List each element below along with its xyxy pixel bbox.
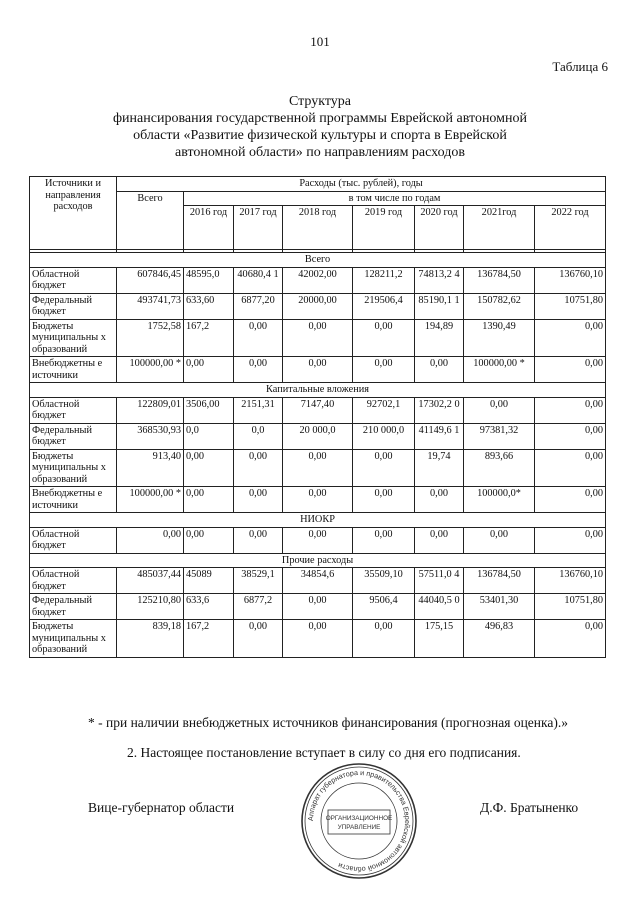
- page-number: 101: [310, 34, 330, 49]
- row-source-label: Бюджеты муниципальны х образований: [30, 449, 117, 487]
- header-year: 2016 год: [184, 206, 234, 250]
- row-source-label: Бюджеты муниципальны х образований: [30, 620, 117, 658]
- row-source-label: Областной бюджет: [30, 397, 117, 423]
- header-source-column: Источники и направления расходов: [30, 177, 117, 250]
- row-source-label: Федеральный бюджет: [30, 594, 117, 620]
- table-cell: 97381,32: [464, 423, 535, 449]
- table-cell: 100000,0*: [464, 487, 535, 513]
- table-cell: 17302,2 0: [415, 397, 464, 423]
- table-row: [30, 319, 606, 357]
- table-cell: 0,00: [353, 357, 415, 383]
- table-cell: 74813,2 4: [415, 267, 464, 293]
- section-header-row: [30, 383, 606, 398]
- table-cell: 913,40: [117, 449, 184, 487]
- title-line: Структура: [288, 94, 352, 109]
- table-cell: 34854,6: [283, 568, 353, 594]
- footnote: * - при наличии внебюджетных источников финансирования (прогнозная оценка).»: [88, 715, 568, 730]
- table-cell: 0,0: [184, 423, 234, 449]
- header-expenses-group: Расходы (тыс. рублей), годы: [117, 177, 606, 192]
- seal-center-text-line: УПРАВЛЕНИЕ: [337, 824, 381, 831]
- row-source-label: Внебюджетны е источники: [30, 487, 117, 513]
- table-cell: 85190,1 1: [415, 293, 464, 319]
- table-row: [30, 620, 606, 658]
- table-cell: 0,00: [415, 527, 464, 553]
- table-cell: 0,00: [184, 527, 234, 553]
- table-cell: 0,00: [535, 397, 606, 423]
- table-cell: 0,00: [353, 487, 415, 513]
- table-cell: 136784,50: [464, 568, 535, 594]
- table-cell: 57511,0 4: [415, 568, 464, 594]
- effective-clause: 2. Настоящее постановление вступает в силу со дня его подписания.: [127, 745, 521, 760]
- table-cell: 136760,10: [535, 267, 606, 293]
- row-source-label: Областной бюджет: [30, 527, 117, 553]
- table-cell: 122809,01: [117, 397, 184, 423]
- table-cell: 35509,10: [353, 568, 415, 594]
- table-cell: 40680,4 1: [234, 267, 283, 293]
- table-cell: 2151,31: [234, 397, 283, 423]
- table-cell: 0,00: [234, 449, 283, 487]
- table-cell: 1752,58: [117, 319, 184, 357]
- section-title: Капитальные вложения: [30, 383, 606, 398]
- table-cell: 493741,73: [117, 293, 184, 319]
- table-cell: 0,00: [464, 397, 535, 423]
- table-cell: 368530,93: [117, 423, 184, 449]
- table-cell: 839,18: [117, 620, 184, 658]
- table-cell: 38529,1: [234, 568, 283, 594]
- official-seal: [300, 762, 418, 880]
- table-cell: 125210,80: [117, 594, 184, 620]
- section-title: Всего: [30, 253, 606, 268]
- row-source-label: Внебюджетны е источники: [30, 357, 117, 383]
- table-cell: 19,74: [415, 449, 464, 487]
- section-header-row: [30, 513, 606, 528]
- table-cell: 167,2: [184, 319, 234, 357]
- financing-table: [29, 176, 606, 658]
- table-cell: 0,00: [283, 449, 353, 487]
- table-cell: 0,00: [535, 357, 606, 383]
- row-source-label: Федеральный бюджет: [30, 293, 117, 319]
- table-cell: 0,00: [283, 487, 353, 513]
- title-line: области «Развитие физической культуры и спорта в Еврейской: [133, 128, 507, 143]
- row-source-label: Областной бюджет: [30, 267, 117, 293]
- table-cell: 136784,50: [464, 267, 535, 293]
- table-row: [30, 487, 606, 513]
- table-cell: 136760,10: [535, 568, 606, 594]
- table-cell: 633,60: [184, 293, 234, 319]
- table-cell: 100000,00 *: [117, 487, 184, 513]
- table-cell: 45089: [184, 568, 234, 594]
- table-cell: 0,00: [535, 319, 606, 357]
- header-year: 2022 год: [535, 206, 606, 250]
- table-row: [30, 267, 606, 293]
- row-source-label: Областной бюджет: [30, 568, 117, 594]
- header-by-years: в том числе по годам: [184, 191, 606, 206]
- table-cell: 496,83: [464, 620, 535, 658]
- table-cell: 0,00: [234, 319, 283, 357]
- table-cell: 219506,4: [353, 293, 415, 319]
- table-row: [30, 527, 606, 553]
- table-cell: 3506,00: [184, 397, 234, 423]
- table-cell: 210 000,0: [353, 423, 415, 449]
- header-year: 2021год: [464, 206, 535, 250]
- table-row: [30, 357, 606, 383]
- header-year: 2020 год: [415, 206, 464, 250]
- table-cell: 0,00: [184, 487, 234, 513]
- table-cell: 633,6: [184, 594, 234, 620]
- signer-title: Вице-губернатор области: [88, 800, 235, 815]
- table-cell: 0,00: [535, 620, 606, 658]
- table-cell: 0,00: [283, 319, 353, 357]
- table-cell: 167,2: [184, 620, 234, 658]
- table-cell: 0,0: [234, 423, 283, 449]
- table-row: [30, 397, 606, 423]
- table-cell: 1390,49: [464, 319, 535, 357]
- table-cell: 128211,2: [353, 267, 415, 293]
- table-cell: 7147,40: [283, 397, 353, 423]
- table-row: [30, 568, 606, 594]
- table-cell: 0,00: [353, 527, 415, 553]
- table-cell: 150782,62: [464, 293, 535, 319]
- table-cell: 194,89: [415, 319, 464, 357]
- seal-ring-text: Аппарат губернатора и правительства Еврейской автономной области: [305, 767, 413, 875]
- table-cell: 6877,2: [234, 594, 283, 620]
- table-cell: 0,00: [234, 487, 283, 513]
- seal-center-text-line: ОРГАНИЗАЦИОННОЕ: [325, 815, 393, 822]
- header-row: [30, 191, 606, 206]
- header-year: 2019 год: [353, 206, 415, 250]
- title-line: автономной области» по направлениям расходов: [175, 145, 465, 160]
- section-header-row: [30, 553, 606, 568]
- table-cell: 10751,80: [535, 293, 606, 319]
- section-header-row: [30, 253, 606, 268]
- table-cell: 893,66: [464, 449, 535, 487]
- table-cell: 0,00: [535, 449, 606, 487]
- table-cell: 6877,20: [234, 293, 283, 319]
- table-cell: 20000,00: [283, 293, 353, 319]
- section-title: НИОКР: [30, 513, 606, 528]
- table-cell: 10751,80: [535, 594, 606, 620]
- header-year: 2017 год: [234, 206, 283, 250]
- header-total: Всего: [117, 191, 184, 250]
- title-line: финансирования государственной программы Еврейской автономной: [112, 111, 528, 126]
- table-row: [30, 293, 606, 319]
- table-cell: 175,15: [415, 620, 464, 658]
- table-cell: 9506,4: [353, 594, 415, 620]
- table-cell: 0,00: [353, 319, 415, 357]
- table-row: [30, 449, 606, 487]
- document-title: [40, 93, 600, 161]
- table-cell: 0,00: [184, 357, 234, 383]
- table-cell: 0,00: [117, 527, 184, 553]
- table-cell: 0,00: [353, 620, 415, 658]
- table-cell: 0,00: [535, 487, 606, 513]
- table-cell: 20 000,0: [283, 423, 353, 449]
- header-row: [30, 177, 606, 192]
- table-cell: 0,00: [283, 594, 353, 620]
- table-cell: 607846,45: [117, 267, 184, 293]
- table-cell: 0,00: [535, 527, 606, 553]
- table-cell: 0,00: [283, 620, 353, 658]
- table-cell: 44040,5 0: [415, 594, 464, 620]
- section-title: Прочие расходы: [30, 553, 606, 568]
- table-cell: 0,00: [283, 357, 353, 383]
- table-cell: 92702,1: [353, 397, 415, 423]
- table-row: [30, 594, 606, 620]
- table-cell: 0,00: [283, 527, 353, 553]
- table-cell: 48595,0: [184, 267, 234, 293]
- table-cell: 0,00: [234, 620, 283, 658]
- table-label: Таблица 6: [552, 59, 608, 74]
- table-cell: 0,00: [184, 449, 234, 487]
- table-cell: 0,00: [234, 527, 283, 553]
- table-cell: 0,00: [415, 487, 464, 513]
- table-cell: 42002,00: [283, 267, 353, 293]
- header-year: 2018 год: [283, 206, 353, 250]
- table-cell: 53401,30: [464, 594, 535, 620]
- table-cell: 41149,6 1: [415, 423, 464, 449]
- table-cell: 0,00: [353, 449, 415, 487]
- table-cell: 100000,00 *: [464, 357, 535, 383]
- table-cell: 0,00: [234, 357, 283, 383]
- table-cell: 0,00: [535, 423, 606, 449]
- signer-name: Д.Ф. Братыненко: [480, 800, 579, 815]
- table-cell: 485037,44: [117, 568, 184, 594]
- table-cell: 0,00: [415, 357, 464, 383]
- row-source-label: Бюджеты муниципальны х образований: [30, 319, 117, 357]
- table-cell: 100000,00 *: [117, 357, 184, 383]
- table-cell: 0,00: [464, 527, 535, 553]
- row-source-label: Федеральный бюджет: [30, 423, 117, 449]
- table-row: [30, 423, 606, 449]
